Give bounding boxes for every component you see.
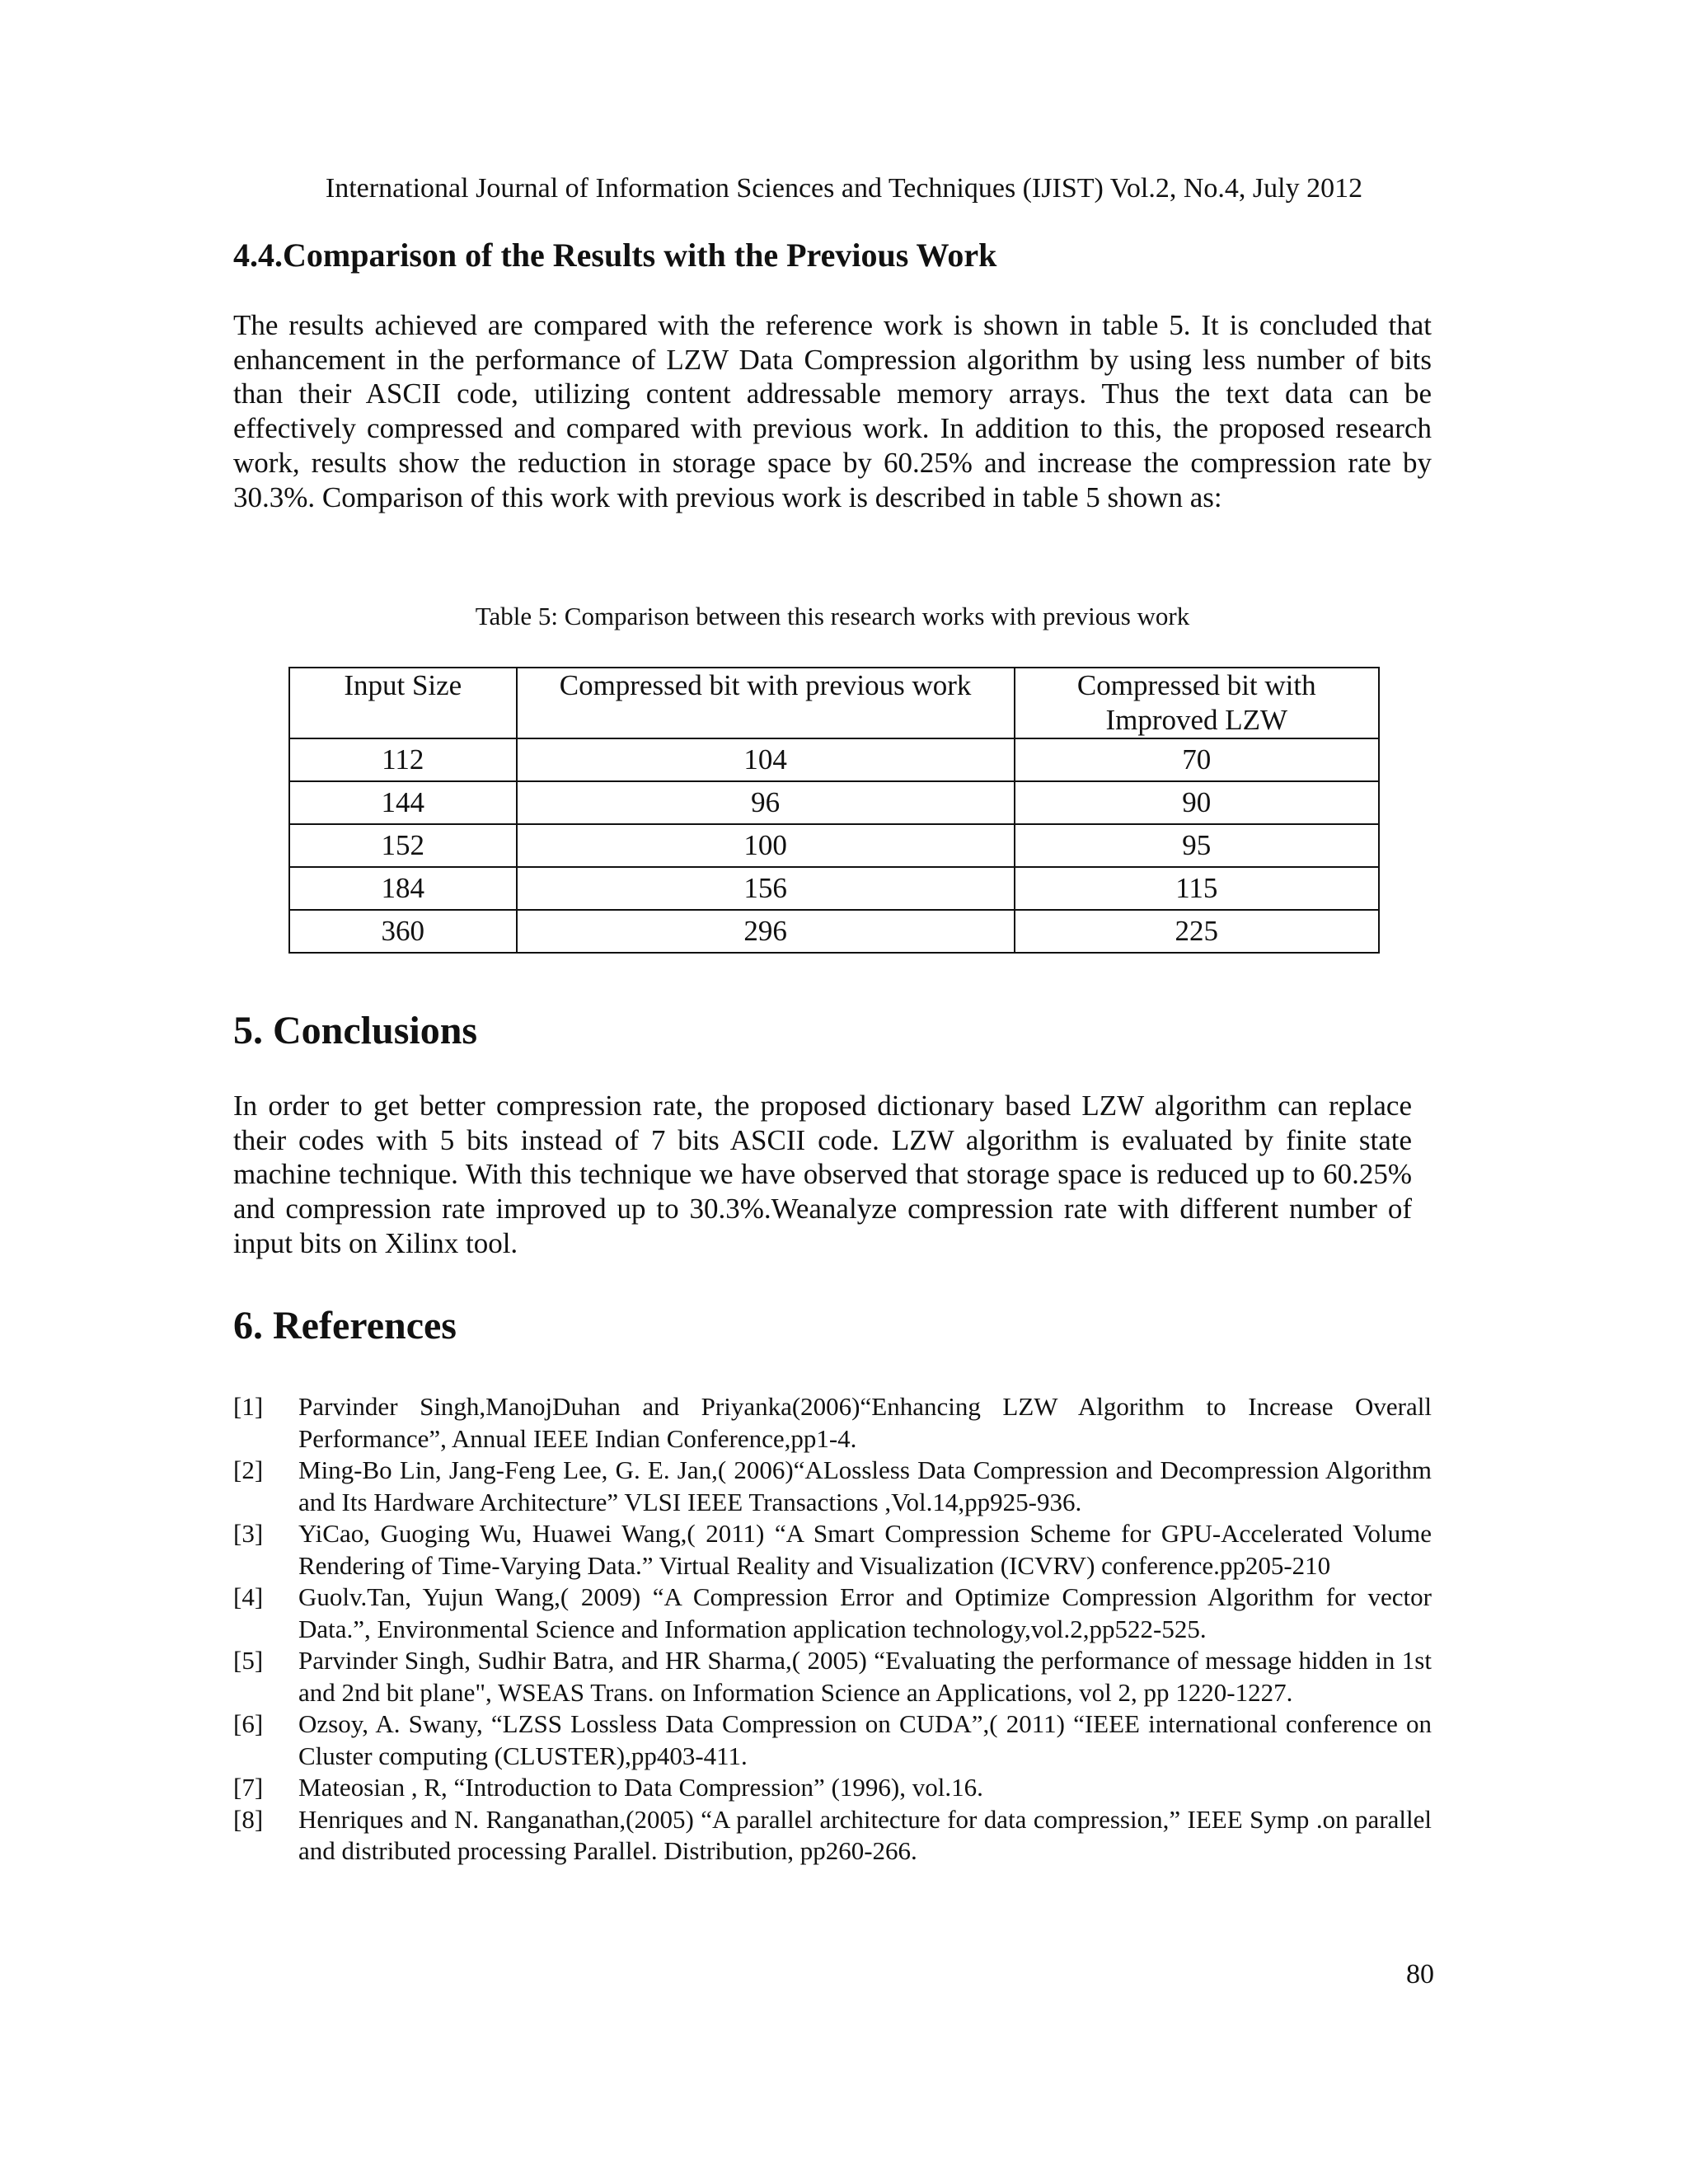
section-4-4-paragraph: The results achieved are compared with the reference work is shown in table 5. It is concluded that enhancement in the performance of LZW Data Compression algorithm by using less number of bits than their ASCII code, utilizing content addressable memory arrays. Thus the text data can be effectively compressed and compared with previous work. In addition to this, the proposed research work, results show the reduction in storage space by 60.25% and increase the compression rate by 30.3%. Comparison of this work with previous work is described in table 5 shown as: (233, 309, 1432, 513)
table-cell: 104 (517, 738, 1015, 781)
table-cell: 112 (289, 738, 517, 781)
section-6-title: 6. References (233, 1304, 457, 1347)
reference-text: Henriques and N. Ranganathan,(2005) “A parallel architecture for data compression,” IEEE Symp .on parallel and distributed processing Parallel. Distribution, pp260-266. (298, 1804, 1432, 1865)
table-row (289, 867, 1379, 910)
reference-number: [4] (233, 1582, 264, 1611)
column-header-input-size: Input Size (289, 668, 517, 738)
reference-text: Ming-Bo Lin, Jang-Feng Lee, G. E. Jan,( 2006)“ALossless Data Compression and Decompression Algorithm and Its Hardware Architecture” VLSI IEEE Transactions ,Vol.14,pp925-936. (298, 1455, 1432, 1516)
page-number: 80 (1406, 1959, 1434, 1990)
reference-item (233, 1772, 1432, 1804)
table-cell: 296 (517, 910, 1015, 953)
reference-number: [8] (233, 1804, 264, 1834)
reference-item (233, 1391, 1432, 1455)
section-4-4-title: 4.4.Comparison of the Results with the Previous Work (233, 237, 997, 274)
reference-number: [3] (233, 1519, 264, 1548)
table-cell: 144 (289, 781, 517, 824)
section-5-title: 5. Conclusions (233, 1009, 478, 1052)
table-cell: 184 (289, 867, 517, 910)
reference-item (233, 1582, 1432, 1645)
column-header-improved-lzw: Compressed bit with Improved LZW (1015, 668, 1379, 738)
reference-item (233, 1804, 1432, 1868)
reference-item (233, 1708, 1432, 1772)
reference-item (233, 1518, 1432, 1582)
table-row (289, 824, 1379, 867)
table-header-row (289, 668, 1379, 738)
table-cell: 360 (289, 910, 517, 953)
comparison-table (288, 667, 1380, 954)
table-cell: 90 (1015, 781, 1379, 824)
reference-number: [5] (233, 1646, 264, 1675)
reference-text: Mateosian , R, “Introduction to Data Compression” (1996), vol.16. (298, 1773, 983, 1802)
table-cell: 100 (517, 824, 1015, 867)
table-cell: 156 (517, 867, 1015, 910)
table-cell: 115 (1015, 867, 1379, 910)
reference-text: Guolv.Tan, Yujun Wang,( 2009) “A Compression Error and Optimize Compression Algorithm for vector Data.”, Environmental Science and Information application technology,vol.2,pp522-525. (298, 1582, 1432, 1643)
reference-item (233, 1455, 1432, 1518)
reference-number: [1] (233, 1392, 264, 1421)
reference-number: [2] (233, 1455, 264, 1484)
reference-list (233, 1391, 1432, 1868)
reference-text: Ozsoy, A. Swany, “LZSS Lossless Data Compression on CUDA”,( 2011) “IEEE international conference on Cluster computing (CLUSTER),pp403-411. (298, 1709, 1432, 1770)
reference-item (233, 1645, 1432, 1708)
table-cell: 70 (1015, 738, 1379, 781)
reference-text: YiCao, Guoging Wu, Huawei Wang,( 2011) “A Smart Compression Scheme for GPU-Accelerated Volume Rendering of Time-Varying Data.” Virtual Reality and Visualization (ICVRV) conference.pp205-210 (298, 1519, 1432, 1580)
running-header: International Journal of Information Sciences and Techniques (IJIST) Vol.2, No.4, July 2012 (325, 173, 1363, 204)
table-cell: 95 (1015, 824, 1379, 867)
reference-number: [7] (233, 1773, 264, 1802)
table-row (289, 738, 1379, 781)
reference-text: Parvinder Singh, Sudhir Batra, and HR Sharma,( 2005) “Evaluating the performance of message hidden in 1st and 2nd bit plane", WSEAS Trans. on Information Science an Applications, vol 2, pp 1220-1227. (298, 1646, 1432, 1707)
table-row (289, 781, 1379, 824)
section-5-paragraph: In order to get better compression rate, the proposed dictionary based LZW algorithm can replace their codes with 5 bits instead of 7 bits ASCII code. LZW algorithm is evaluated by finite state machine technique. With this technique we have observed that storage space is reduced up to 60.25% and compression rate improved up to 30.3%.Weanalyze compression rate with different number of input bits on Xilinx tool. (233, 1090, 1412, 1259)
table-row (289, 910, 1379, 953)
reference-number: [6] (233, 1709, 264, 1738)
table-cell: 96 (517, 781, 1015, 824)
table-5-caption: Table 5: Comparison between this research works with previous work (475, 602, 1190, 630)
reference-text: Parvinder Singh,ManojDuhan and Priyanka(2006)“Enhancing LZW Algorithm to Increase Overall Performance”, Annual IEEE Indian Conference,pp1-4. (298, 1392, 1432, 1453)
column-header-previous-work: Compressed bit with previous work (517, 668, 1015, 738)
table-cell: 152 (289, 824, 517, 867)
table-cell: 225 (1015, 910, 1379, 953)
